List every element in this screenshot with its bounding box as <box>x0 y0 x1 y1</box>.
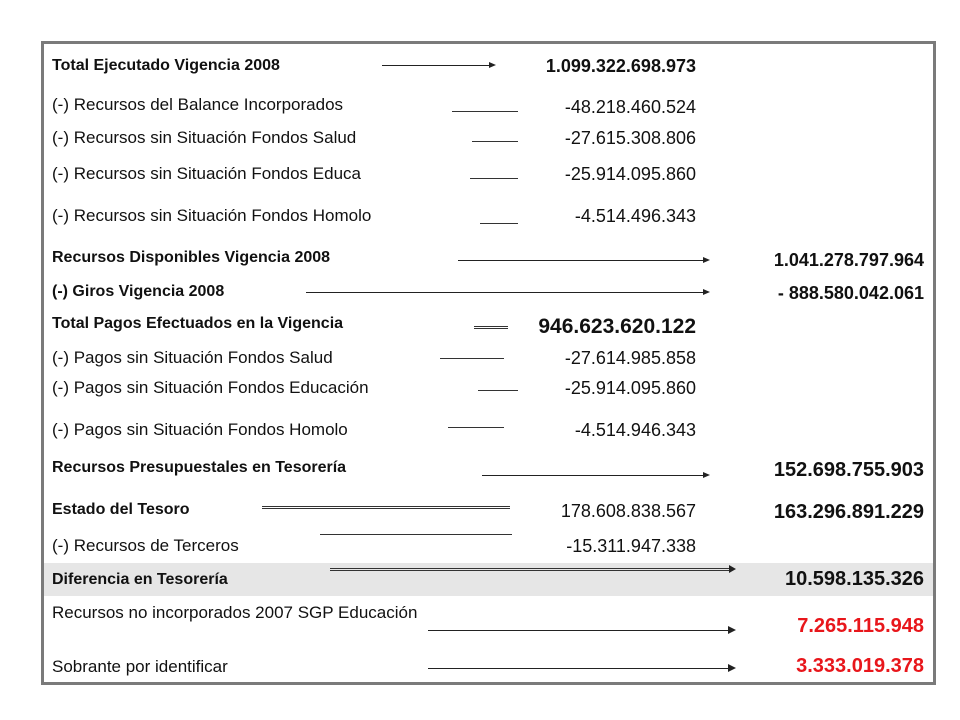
diferencia-label: Diferencia en Tesorería <box>52 571 228 588</box>
estado-tesoro-label: Estado del Tesoro <box>52 501 190 518</box>
rec-sf-educa-label: (-) Recursos sin Situación Fondos Educa <box>52 164 361 183</box>
pag-sf-educ-value: -25.914.095.860 <box>564 378 696 398</box>
arrow-diferencia <box>330 568 730 571</box>
line-estado-tesoro <box>262 506 510 509</box>
arrow-sobrante <box>428 668 728 669</box>
pag-sf-educ-label: (-) Pagos sin Situación Fondos Educación <box>52 378 369 397</box>
giros-label: (-) Giros Vigencia 2008 <box>52 283 225 300</box>
rec-presupuestales-value: 152.698.755.903 <box>773 459 924 481</box>
sobrante-value: 3.333.019.378 <box>796 655 924 677</box>
rec-sf-homolo-label: (-) Recursos sin Situación Fondos Homolo <box>52 206 372 225</box>
rec-disponibles-label: Recursos Disponibles Vigencia 2008 <box>52 249 331 266</box>
sobrante-label: Sobrante por identificar <box>52 657 228 676</box>
total-ejecutado-value: 1.099.322.698.973 <box>545 56 696 76</box>
arrow-rec-presupuestales <box>482 475 704 476</box>
diferencia-value: 10.598.135.326 <box>784 568 924 590</box>
pag-sf-salud-label: (-) Pagos sin Situación Fondos Salud <box>52 348 333 367</box>
pag-sf-homolo-label: (-) Pagos sin Situación Fondos Homolo <box>52 420 348 439</box>
rec-sf-homolo-value: -4.514.496.343 <box>574 206 696 226</box>
total-ejecutado-label: Total Ejecutado Vigencia 2008 <box>52 57 280 74</box>
rec-sf-salud-label: (-) Recursos sin Situación Fondos Salud <box>52 128 357 147</box>
estado-tesoro-value: 178.608.838.567 <box>560 501 696 521</box>
giros-value: - 888.580.042.061 <box>777 283 924 303</box>
no-incorporados-value: 7.265.115.948 <box>797 615 924 637</box>
arrow-total-ejecutado <box>382 65 490 66</box>
rec-terceros-value: -15.311.947.338 <box>566 536 696 556</box>
line-rec-terceros <box>320 534 512 535</box>
arrow-rec-disponibles <box>458 260 704 261</box>
pag-sf-homolo-value: -4.514.946.343 <box>574 420 696 440</box>
rec-sf-salud-value: -27.615.308.806 <box>564 128 696 148</box>
rec-balance-label: (-) Recursos del Balance Incorporados <box>52 95 344 114</box>
rec-terceros-label: (-) Recursos de Terceros <box>52 536 239 555</box>
total-pagos-label: Total Pagos Efectuados en la Vigencia <box>52 315 344 332</box>
rec-disponibles-value: 1.041.278.797.964 <box>773 250 924 270</box>
no-incorporados-label: Recursos no incorporados 2007 SGP Educación <box>52 603 418 622</box>
pag-sf-salud-value: -27.614.985.858 <box>564 348 696 368</box>
rec-sf-educa-value: -25.914.095.860 <box>564 164 696 184</box>
estado-tesoro-total: 163.296.891.229 <box>773 501 924 523</box>
rec-presupuestales-label: Recursos Presupuestales en Tesorería <box>52 459 347 476</box>
arrow-no-incorporados <box>428 630 728 631</box>
arrow-giros <box>306 292 704 293</box>
rec-balance-value: -48.218.460.524 <box>564 97 696 117</box>
total-pagos-value: 946.623.620.122 <box>538 315 696 338</box>
